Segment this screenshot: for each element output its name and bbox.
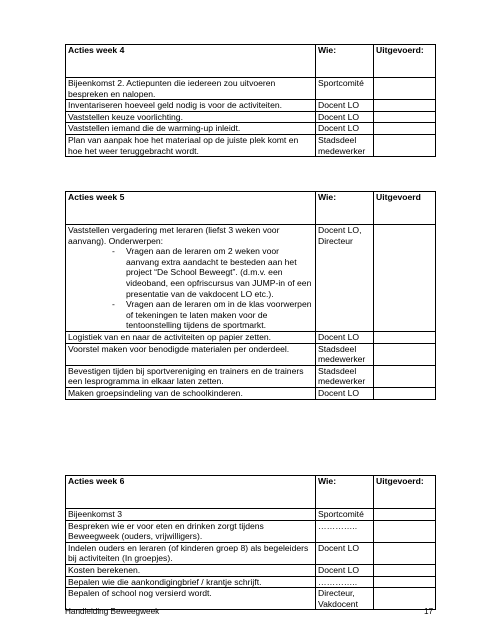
table-header-row [66,476,436,509]
done-cell [374,387,436,399]
action-cell: Bespreken wie er voor eten en drinken zorgt tijdens Beweegweek (ouders, vrijwilligers). [66,520,316,542]
done-cell [374,100,436,112]
actions-table-week-4 [65,44,436,157]
done-cell [374,542,436,564]
action-cell: Bijeenkomst 3 [66,509,316,521]
action-cell: Plan van aanpak hoe het materiaal op de juiste plek komt en hoe het weer teruggebracht wordt. [66,134,316,156]
who-cell: Docent LO [316,111,374,123]
action-cell: Logistiek van en naar de activiteiten op papier zetten. [66,331,316,343]
header-actions: Acties week 5 [66,192,316,225]
action-cell: Bijeenkomst 2. Actiepunten die iedereen zou uitvoeren bespreken en nalopen. [66,78,316,100]
action-cell: Maken groepsindeling van de schoolkinderen. [66,387,316,399]
table-header-row [66,45,436,78]
header-who: Wie: [316,192,374,225]
who-cell: Docent LO [316,542,374,564]
action-cell: Bepalen wie die aankondigingbrief / krantje schrijft. [66,576,316,588]
who-cell: Directeur, Vakdocent [316,588,374,610]
header-actions: Acties week 6 [66,476,316,509]
actions-table-week-5 [65,191,436,400]
table-row [66,542,436,564]
actions-table-week-6 [65,475,436,610]
table-row [66,576,436,588]
table-row [66,111,436,123]
done-cell [374,576,436,588]
header-done: Uitgevoerd: [374,476,436,509]
who-cell: Stadsdeel medewerker [316,343,374,365]
page-number: 17 [424,607,434,616]
who-cell: ………….. [316,520,374,542]
action-cell: Inventariseren hoeveel geld nodig is voor de activiteiten. [66,100,316,112]
who-cell: Stadsdeel medewerker [316,134,374,156]
dash-bullet-icon: - [112,299,115,310]
header-done: Uitgevoerd: [374,45,436,78]
bullet-item [68,246,313,299]
done-cell [374,225,436,332]
action-cell: Bepalen of school nog versierd wordt. [66,588,316,610]
who-cell: Docent LO [316,387,374,399]
bullet-text: Vragen aan de leraren om in de klas voorwerpen of tekeningen te laten maken voor de tentoonstelling tijdens de sportmarkt. [126,299,312,331]
table-row [66,564,436,576]
who-cell: Sportcomité [316,78,374,100]
bullet-text: Vragen aan de leraren om 2 weken voor aanvang extra aandacht te besteden aan het project “De School Beweegt”. (d.m.v. een videoband, een opfriscursus van JUMP-in of een presentatie van de vakdocent LO etc.). [126,246,312,299]
action-cell: Voorstel maken voor benodigde materialen per onderdeel. [66,343,316,365]
action-cell: Bevestigen tijden bij sportvereniging en trainers en de trainers een lesprogramma in elkaar laten zetten. [66,365,316,387]
done-cell [374,78,436,100]
action-cell [66,225,316,332]
header-done: Uitgevoerd [374,192,436,225]
table-row [66,225,436,332]
done-cell [374,343,436,365]
done-cell [374,123,436,135]
who-cell: ………….. [316,576,374,588]
done-cell [374,331,436,343]
table-row [66,520,436,542]
action-cell: Kosten berekenen. [66,564,316,576]
action-cell: Vaststellen iemand die de warming-up inleidt. [66,123,316,135]
done-cell [374,111,436,123]
action-text: Vaststellen vergadering met leraren (liefst 3 weken voor aanvang). Onderwerpen: [68,225,280,246]
table-row [66,100,436,112]
table-header-row [66,192,436,225]
done-cell [374,564,436,576]
who-cell: Docent LO, Directeur [316,225,374,332]
table-row [66,78,436,100]
done-cell [374,509,436,521]
dash-bullet-icon: - [112,246,115,257]
table-row [66,134,436,156]
done-cell [374,365,436,387]
header-who: Wie: [316,476,374,509]
done-cell [374,134,436,156]
who-cell: Docent LO [316,123,374,135]
table-row [66,365,436,387]
who-cell: Stadsdeel medewerker [316,365,374,387]
done-cell [374,520,436,542]
header-who: Wie: [316,45,374,78]
footer-title: Handleiding Beweegweek [65,607,160,616]
who-cell: Docent LO [316,564,374,576]
bullet-item [68,299,313,331]
who-cell: Docent LO [316,331,374,343]
table-row [66,123,436,135]
action-cell: Vaststellen keuze voorlichting. [66,111,316,123]
action-cell: Indelen ouders en leraren (of kinderen groep 8) als begeleiders bij activiteiten (In groepjes). [66,542,316,564]
who-cell: Sportcomité [316,509,374,521]
who-cell: Docent LO [316,100,374,112]
table-row [66,331,436,343]
table-row [66,509,436,521]
header-actions: Acties week 4 [66,45,316,78]
table-row [66,343,436,365]
table-row [66,387,436,399]
